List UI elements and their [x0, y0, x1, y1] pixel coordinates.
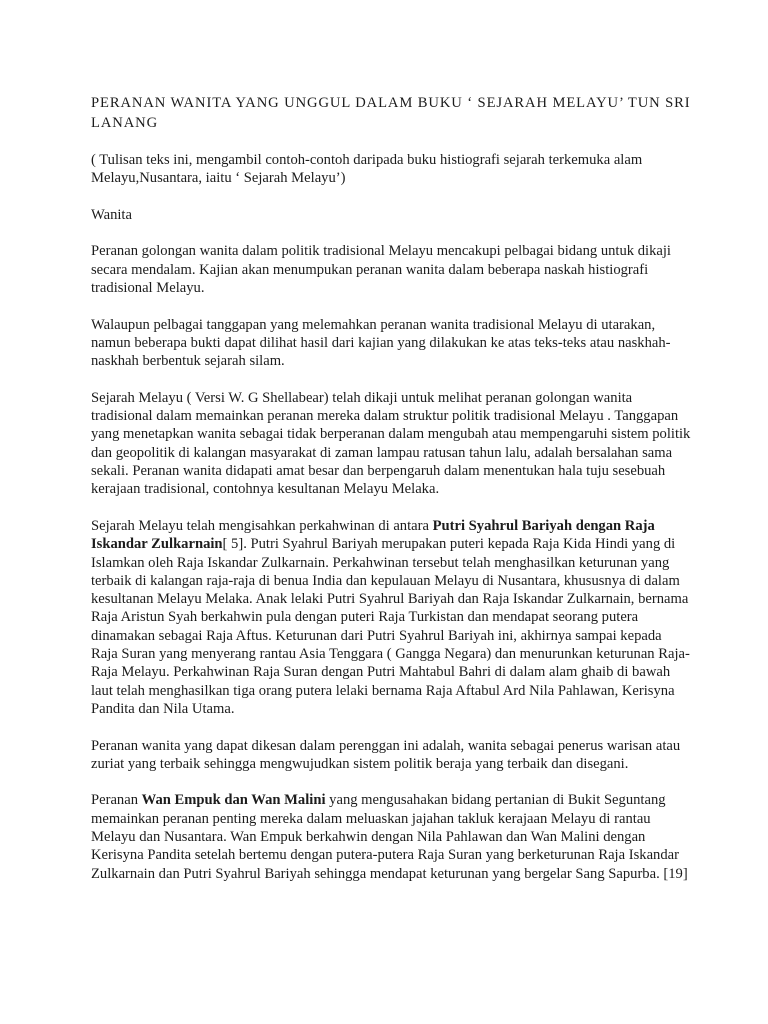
- document-page: [91, 93, 691, 901]
- paragraph-1: Peranan golongan wanita dalam politik tradisional Melayu mencakupi pelbagai bidang untuk dikaji secara mendalam. Kajian akan menumpukan peranan wanita dalam beberapa naskah histiografi tradisional Melayu.: [91, 243, 671, 297]
- section-heading: Wanita: [91, 206, 132, 223]
- paragraph-6-bold-names: Wan Empuk dan Wan Malini: [141, 792, 326, 809]
- paragraph-4: [91, 517, 691, 718]
- paragraph-6-text-end: yang mengusahakan bidang pertanian di Bukit Seguntang memainkan peranan penting mereka dalam meluaskan jajahan takluk kerajaan Melayu di rantau Melayu dan Nusantara. Wan Empuk berkahwin dengan Nila Pahlawan dan Wan Malini dengan Kerisyna Pandita setelah bertemu dengan putera-putera Raja Suran yang berketurunan Raja Iskandar Zulkarnain dan Putri Syahrul Bariyah sehingga mendapat keturunan yang bergelar Sang Sapurba. [19]: [91, 792, 688, 882]
- paragraph-6: [91, 791, 691, 882]
- paragraph-2: Walaupun pelbagai tanggapan yang melemahkan peranan wanita tradisional Melayu di utarakan, namun beberapa bukti dapat dilihat hasil dari kajian yang dilakukan ke atas teks-teks atau naskhah-naskhah berbentuk sejarah silam.: [91, 316, 671, 370]
- paragraph-4-text-end: [ 5]. Putri Syahrul Bariyah merupakan puteri kepada Raja Kida Hindi yang di Islamkan oleh Raja Iskandar Zulkarnain. Perkahwinan tersebut telah menghasilkan keturunan yang terbaik di kalangan raja-raja di benua India dan kepulauan Melayu di Nusantara, khususnya di dalam kesultanan Melayu Melaka. Anak lelaki Putri Syahrul Bariyah dan Raja Iskandar Zulkarnain, bernama Raja Aristun Syah berkahwin pula dengan puteri Raja Turkistan dan mendapat seorang putera dinamakan sebagai Raja Aftus. Keturunan dari Putri Syahrul Bariyah ini, akhirnya sampai kepada Raja Suran yang menyerang rantau Asia Tenggara ( Gangga Negara) dan menurunkan keturunan Raja-Raja Melayu. Perkahwinan Raja Suran dengan Putri Mahtabul Bahri di dalam alam ghaib di bawah laut telah menghasilkan tiga orang putera lelaki bernama Raja Aftabul Ard Nila Pahlawan, Kerisyna Pandita dan Nila Utama.: [91, 536, 690, 717]
- paragraph-3: Sejarah Melayu ( Versi W. G Shellabear) telah dikaji untuk melihat peranan golongan wanita tradisional dalam memainkan peranan mereka dalam struktur politik tradisional Melayu . Tanggapan yang menetapkan wanita sebagai tidak berperanan dalam mengubah atau mempengaruhi sistem politik dan geopolitik di kalangan masyarakat di zaman lampau ratusan tahun lalu, adalah bersalahan sama sekali. Peranan wanita didapati amat besar dan berpengaruh dalam menentukan hala tuju sesebuah kerajaan tradisional, contohnya kesultanan Melayu Melaka.: [91, 389, 691, 498]
- document-subtitle: ( Tulisan teks ini, mengambil contoh-contoh daripada buku histiografi sejarah terkemuka alam Melayu,Nusantara, iaitu ‘ Sejarah Melayu’): [91, 152, 643, 187]
- paragraph-4-text-start: Sejarah Melayu telah mengisahkan perkahwinan di antara: [91, 517, 433, 534]
- document-title: PERANAN WANITA YANG UNGGUL DALAM BUKU ‘ SEJARAH MELAYU’ TUN SRI LANANG: [91, 95, 691, 131]
- paragraph-5: Peranan wanita yang dapat dikesan dalam perenggan ini adalah, wanita sebagai penerus warisan atau zuriat yang terbaik sehingga mengwujudkan sistem politik beraja yang terbaik dan disegani.: [91, 737, 681, 772]
- paragraph-4-bold-names: Putri Syahrul Bariyah dengan Raja Iskandar Zulkarnain: [91, 517, 655, 553]
- paragraph-6-text-start: Peranan: [91, 792, 142, 809]
